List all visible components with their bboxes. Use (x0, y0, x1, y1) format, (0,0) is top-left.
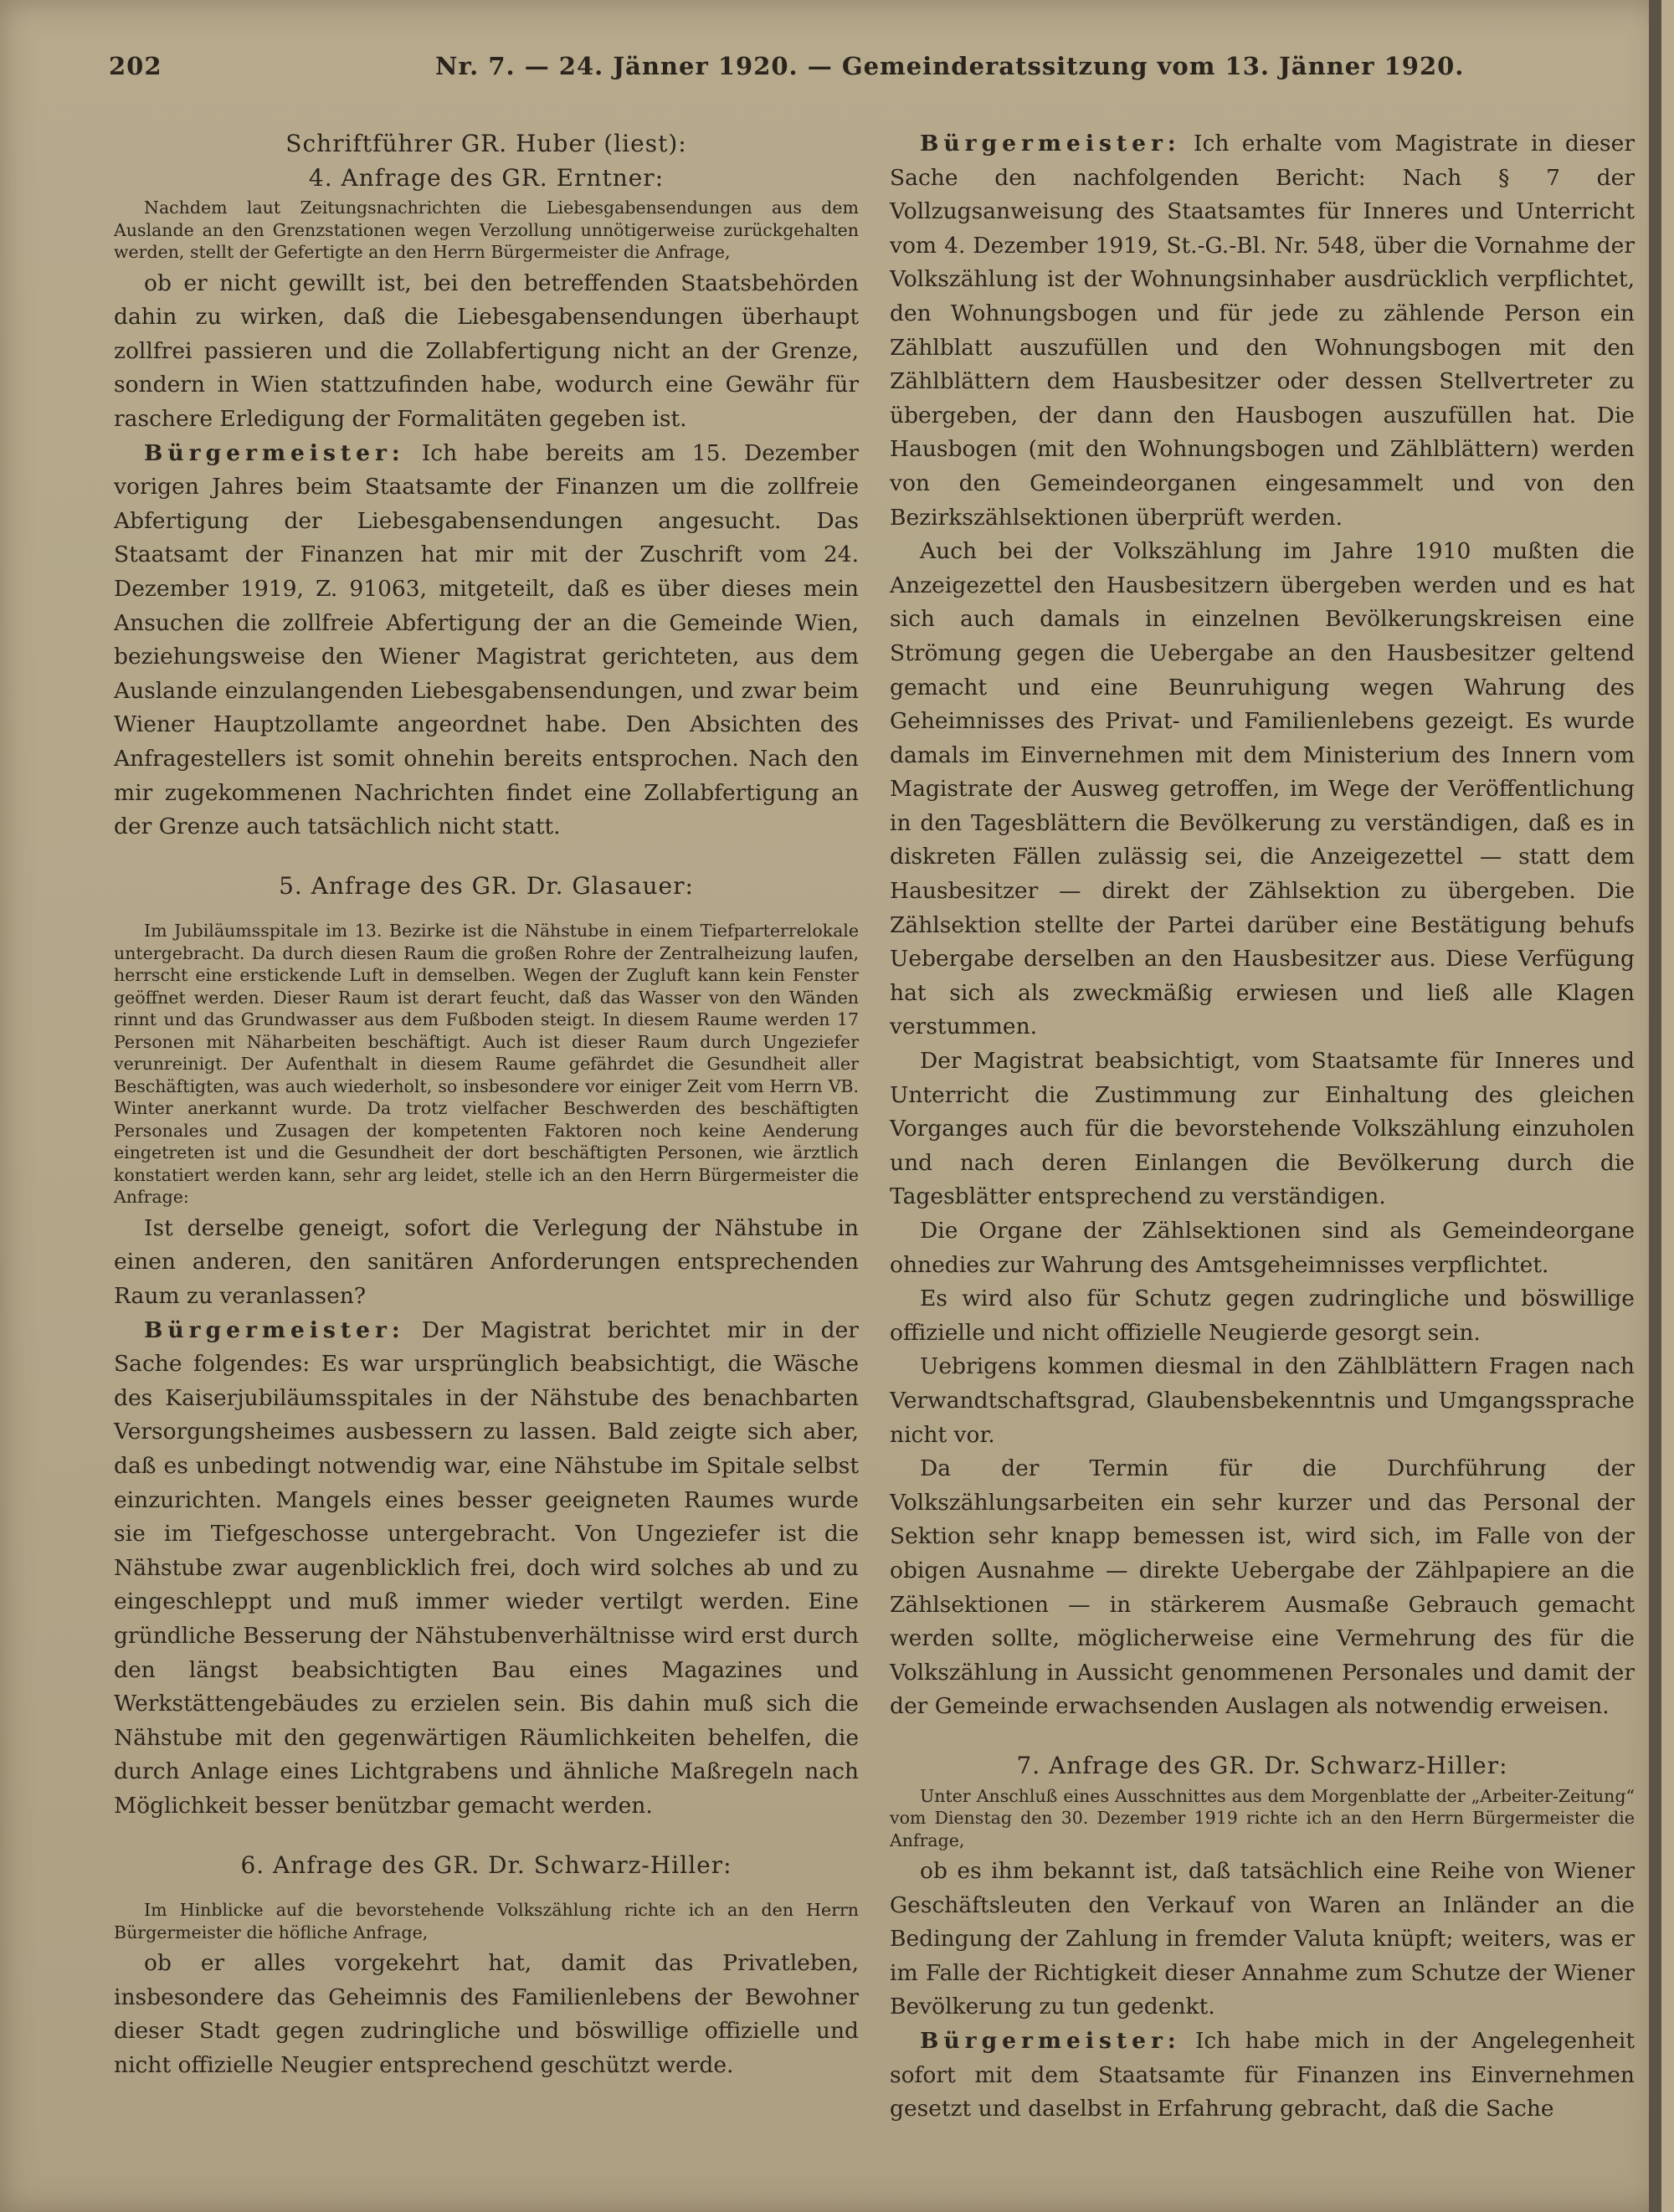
answer-4 (114, 437, 859, 844)
right-column (890, 127, 1635, 2127)
answer-6-p3: Der Magistrat beabsichtigt, vom Staatsamte für Inneres und Unterricht die Zustimmung zur Einhaltung des gleichen Vorganges auch für die bevorstehende Volkszählung einzuholen und nach deren Einlangen die Bevölkerung durch die Tagesblätter entsprechend zu verständigen. (890, 1048, 1635, 1210)
inquiry-6-text: ob er alles vorgekehrt hat, damit das Privatleben, insbesondere das Geheimnis des Familienlebens der Bewohner dieser Stadt gegen zudringliche und böswillige offizielle und nicht offizielle Neugier entsprechend geschützt werde. (114, 1950, 859, 2078)
inquiry-4-preamble: Nachdem laut Zeitungsnachrichten die Liebesgabensendungen aus dem Auslande an den Grenzstationen wegen Verzollung unnötigerweise zurückgehalten werden, stellt der Gefertigte an den Herrn Bürgermeister die Anfrage, (114, 198, 859, 263)
page-number: 202 (109, 52, 162, 80)
answer-5 (114, 1314, 859, 1824)
inquiry-6-preamble: Im Hinblicke auf die bevorstehende Volkszählung richte ich an den Herrn Bürgermeister die höfliche Anfrage, (114, 1900, 859, 1943)
inquiry-6-title: 6. Anfrage des GR. Dr. Schwarz-Hiller: (240, 1850, 732, 1879)
left-column (114, 127, 859, 2083)
speaker-label: Bürgermeister: (144, 439, 405, 466)
speaker-label: Bürgermeister: (920, 131, 1181, 157)
inquiry-5-title: 5. Anfrage des GR. Dr. Glasauer: (279, 871, 694, 900)
answer-7 (890, 2025, 1635, 2127)
inquiry-4-title: 4. Anfrage des GR. Erntner: (308, 163, 665, 192)
answer-6-p4: Die Organe der Zählsektionen sind als Gemeindeorgane ohnedies zur Wahrung des Amtsgeheimnisses verpflichtet. (890, 1218, 1635, 1278)
inquiry-7-preamble: Unter Anschluß eines Ausschnittes aus dem Morgenblatte der „Arbeiter-Zeitung“ vom Dienstag den 30. Dezember 1919 richte ich an den Herrn Bürgermeister die Anfrage, (890, 1785, 1635, 1850)
answer-6-p1 (890, 127, 1635, 535)
inquiry-5-text: Ist derselbe geneigt, sofort die Verlegung der Nähstube in einen anderen, den sanitären Anforderungen entsprechenden Raum zu veranlassen? (114, 1214, 859, 1310)
answer-7-text: Ich habe mich in der Angelegenheit sofort mit dem Staatsamte für Finanzen ins Einvernehmen gesetzt und daselbst in Erfahrung gebracht, daß die Sache (890, 2027, 1635, 2122)
page-header (109, 52, 1632, 90)
answer-6-p7: Da der Termin für die Durchführung der Volkszählungsarbeiten ein sehr kurzer und das Personal der Sektion sehr knapp bemessen ist, wird sich, im Falle von der obigen Ausnahme — direkte Uebergabe der Zählpapiere an die Zählsektionen — in stärkerem Ausmaße Gebrauch gemacht werden sollte, möglicherweise eine Vermehrung des für die Volkszählung in Aussicht genommenen Personales und damit der der Gemeinde erwachsenden Auslagen als notwendig erweisen. (890, 1455, 1635, 1720)
inquiry-5-preamble: Im Jubiläumsspitale im 13. Bezirke ist die Nähstube in einem Tiefparterrelokale untergebracht. Da durch diesen Raum die großen Rohre der Zentralheizung laufen, herrscht eine erstickende Luft in demselben. Wegen der Zugluft kann kein Fenster geöffnet werden. Dieser Raum ist derart feucht, daß das Wasser von den Wänden rinnt und das Grundwasser aus dem Fußboden steigt. In diesem Raume werden 17 Personen mit Näharbeiten beschäftigt. Auch ist dieser Raum durch Ungeziefer verunreinigt. Der Aufenthalt in diesem Raume gefährdet die Gesundheit aller Beschäftigten, was auch wiederholt, so insbesondere vor einiger Zeit vom Herrn VB. Winter anerkannt wurde. Da trotz vielfacher Beschwerden des beschäftigten Personales und Zusagen der kompetenten Faktoren noch keine Aenderung eingetreten ist und die Gesundheit der dort beschäftigten Personen, wie ärztlich konstatiert werden kann, sehr arg leidet, stelle ich an den Herrn Bürgermeister die Anfrage: (114, 921, 859, 1208)
answer-6-p5: Es wird also für Schutz gegen zudringliche und böswillige offizielle und nicht offizielle Neugierde gesorgt sein. (890, 1286, 1635, 1346)
answer-6-p2: Auch bei der Volkszählung im Jahre 1910 mußten die Anzeigezettel den Hausbesitzern übergeben werden und es hat sich auch damals in einzelnen Bevölkerungskreisen eine Strömung gegen die Uebergabe an den Hausbesitzer geltend gemacht und eine Beunruhigung wegen Wahrung des Geheimnisses des Privat- und Familienlebens gezeigt. Es wurde damals im Einvernehmen mit dem Ministerium des Innern vom Magistrate der Ausweg getroffen, im Wege der Veröffentlichung in den Tagesblättern die Bevölkerung zu verständigen, daß es in diskreten Fällen zulässig sei, die Anzeigezettel — statt dem Hausbesitzer — direkt der Zählsektion zu übergeben. Die Zählsektion stellte der Partei darüber eine Bestätigung behufs Uebergabe derselben an den Hausbesitzer aus. Diese Verfügung hat sich als zweckmäßig erwiesen und ließ alle Klagen verstummen. (890, 538, 1635, 1040)
answer-6-p1-text: Ich erhalte vom Magistrate in dieser Sache den nachfolgenden Bericht: Nach § 7 der Vollzugsanweisung des Staatsamtes für Inneres und Unterricht vom 4. Dezember 1919, St.-G.-Bl. Nr. 548, über die Vornahme der Volkszählung ist der Wohnungsinhaber ausdrücklich verpflichtet, den Wohnungsbogen und für jede zu zählende Person ein Zählblatt auszufüllen und den Wohnungsbogen mit den Zählblättern dem Hausbesitzer oder dessen Stellvertreter zu übergeben, der dann den Hausbogen auszufüllen hat. Die Hausbogen (mit den Wohnungsbogen und Zählblättern) werden von den Gemeindeorganen eingesammelt und von den Bezirkszählsektionen überprüft werden. (890, 131, 1635, 531)
speaker-label: Bürgermeister: (144, 1316, 405, 1343)
secretary-intro: Schriftführer GR. Huber (liest): (285, 130, 687, 157)
inquiry-4-text: ob er nicht gewillt ist, bei den betreffenden Staatsbehörden dahin zu wirken, daß die Liebesgabensendungen überhaupt zollfrei passieren und die Zollabfertigung nicht an der Grenze, sondern in Wien stattzufinden habe, wodurch eine Gewähr für raschere Erledigung der Formalitäten gegeben ist. (114, 269, 859, 433)
inquiry-7-title: 7. Anfrage des GR. Dr. Schwarz-Hiller: (1016, 1751, 1508, 1779)
header-title: Nr. 7. — 24. Jänner 1920. — Gemeinderatssitzung vom 13. Jänner 1920. (435, 52, 1465, 80)
page-edge (1649, 0, 1661, 2212)
answer-5-text: Der Magistrat berichtet mir in der Sache folgendes: Es war ursprünglich beabsichtigt, die Wäsche des Kaiserjubiläumsspitales in der Nähstube des benachbarten Versorgungsheimes ausbessern zu lassen. Bald zeigte sich aber, daß es unbedingt notwendig war, eine Nähstube im Spitale selbst einzurichten. Mangels eines besser geeigneten Raumes wurde sie im Tiefgeschosse untergebracht. Von Ungeziefer ist die Nähstube zwar augenblicklich frei, doch wird solches ab und zu eingeschleppt und muß immer wieder vertilgt werden. Eine gründliche Besserung der Nähstubenverhältnisse wird erst durch den längst beabsichtigten Bau eines Magazines und Werkstättengebäudes zu erzielen sein. Bis dahin muß sich die Nähstube mit den gegenwärtigen Räumlichkeiten behelfen, die durch Anlage eines Lichtgrabens und ähnliche Maßregeln nach Möglichkeit besser benützbar gemacht werden. (114, 1316, 859, 1819)
answer-6-p6: Uebrigens kommen diesmal in den Zählblättern Fragen nach Verwandtschaftsgrad, Glaubensbekenntnis und Umgangssprache nicht vor. (890, 1353, 1635, 1448)
answer-4-text: Ich habe bereits am 15. Dezember vorigen Jahres beim Staatsamte der Finanzen um die zollfreie Abfertigung der Liebesgabensendungen angesucht. Das Staatsamt der Finanzen hat mir mit der Zuschrift vom 24. Dezember 1919, Z. 91063, mitgeteilt, daß es über dieses mein Ansuchen die zollfreie Abfertigung der an die Gemeinde Wien, beziehungsweise den Wiener Magistrat gerichteten, aus dem Auslande einzulangenden Liebesgabensendungen, und zwar beim Wiener Hauptzollamte angeordnet habe. Den Absichten des Anfragestellers ist somit ohnehin bereits entsprochen. Nach den mir zugekommenen Nachrichten findet eine Zollabfertigung an der Grenze auch tatsächlich nicht statt. (114, 439, 859, 840)
speaker-label: Bürgermeister: (920, 2027, 1181, 2054)
inquiry-7-text: ob es ihm bekannt ist, daß tatsächlich eine Reihe von Wiener Geschäftsleuten den Verkauf von Waren an Inländer an die Bedingung der Zahlung in fremder Valuta knüpft; weiters, was er im Falle der Richtigkeit dieser Annahme zum Schutze der Wiener Bevölkerung zu tun gedenkt. (890, 1858, 1635, 2020)
